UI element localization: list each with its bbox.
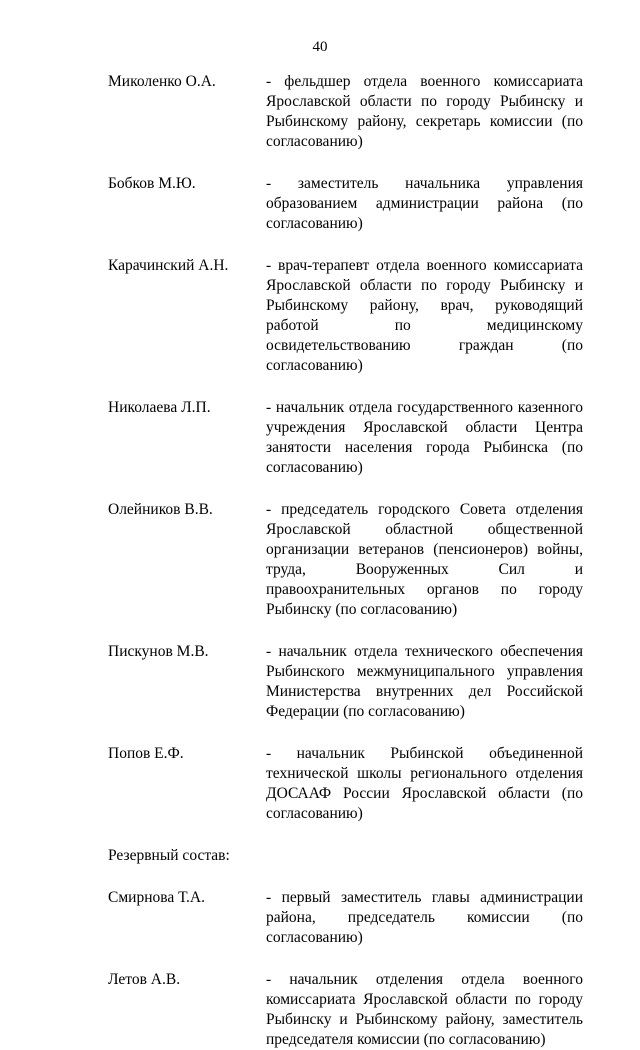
member-entry [108, 398, 583, 478]
member-position: - начальник отдела технического обеспечения Рыбинского межмуниципального управления Министерства внутренних дел Российской Федерации (по согласованию) [266, 643, 583, 720]
member-name: Олейников В.В. [108, 501, 213, 518]
member-name: Смирнова Т.А. [108, 889, 205, 906]
member-entry [108, 500, 583, 620]
member-position: - фельдшер отдела военного комиссариата Ярославской области по городу Рыбинску и Рыбинскому району, секретарь комиссии (по согласованию) [266, 73, 583, 150]
reserve-member-entry [108, 888, 583, 948]
member-position: - начальник Рыбинской объединенной технической школы регионального отделения ДОСААФ России Ярославской области (по согласованию) [266, 745, 583, 822]
member-position: - председатель городского Совета отделения Ярославской областной общественной организации ветеранов (пенсионеров) войны, труда, Вооруженных Сил и правоохранительных органов по городу Рыбинску (по согласованию) [266, 501, 583, 618]
reserve-member-entry [108, 970, 583, 1050]
member-position: - врач-терапевт отдела военного комиссариата Ярославской области по городу Рыбинску и Рыбинскому району, врач, руководящий работой по медицинскому освидетельствованию граждан (по согласованию) [266, 257, 583, 374]
reserve-section-heading: Резервный состав: [108, 847, 230, 864]
member-position: - заместитель начальника управления образованием администрации района (по согласованию) [266, 175, 583, 232]
member-name: Николаева Л.П. [108, 399, 211, 416]
member-entry [108, 642, 583, 722]
member-name: Летов А.В. [108, 971, 181, 988]
member-position: - начальник отдела государственного казенного учреждения Ярославской области Центра занятости населения города Рыбинска (по согласованию) [266, 399, 583, 476]
member-position: - первый заместитель главы администрации района, председатель комиссии (по согласованию) [266, 889, 583, 946]
member-position: - начальник отделения отдела военного комиссариата Ярославской области по городу Рыбинску и Рыбинскому району, заместитель председателя комиссии (по согласованию) [266, 971, 583, 1048]
member-name: Карачинский А.Н. [108, 257, 229, 274]
member-name: Миколенко О.А. [108, 73, 216, 90]
commission-list [108, 72, 583, 1050]
member-entry [108, 174, 583, 234]
page-number: 40 [312, 39, 328, 55]
member-entry [108, 256, 583, 376]
member-name: Бобков М.Ю. [108, 175, 196, 192]
member-name: Пискунов М.В. [108, 643, 209, 660]
member-entry [108, 744, 583, 824]
member-name: Попов Е.Ф. [108, 745, 184, 762]
member-entry [108, 72, 583, 152]
